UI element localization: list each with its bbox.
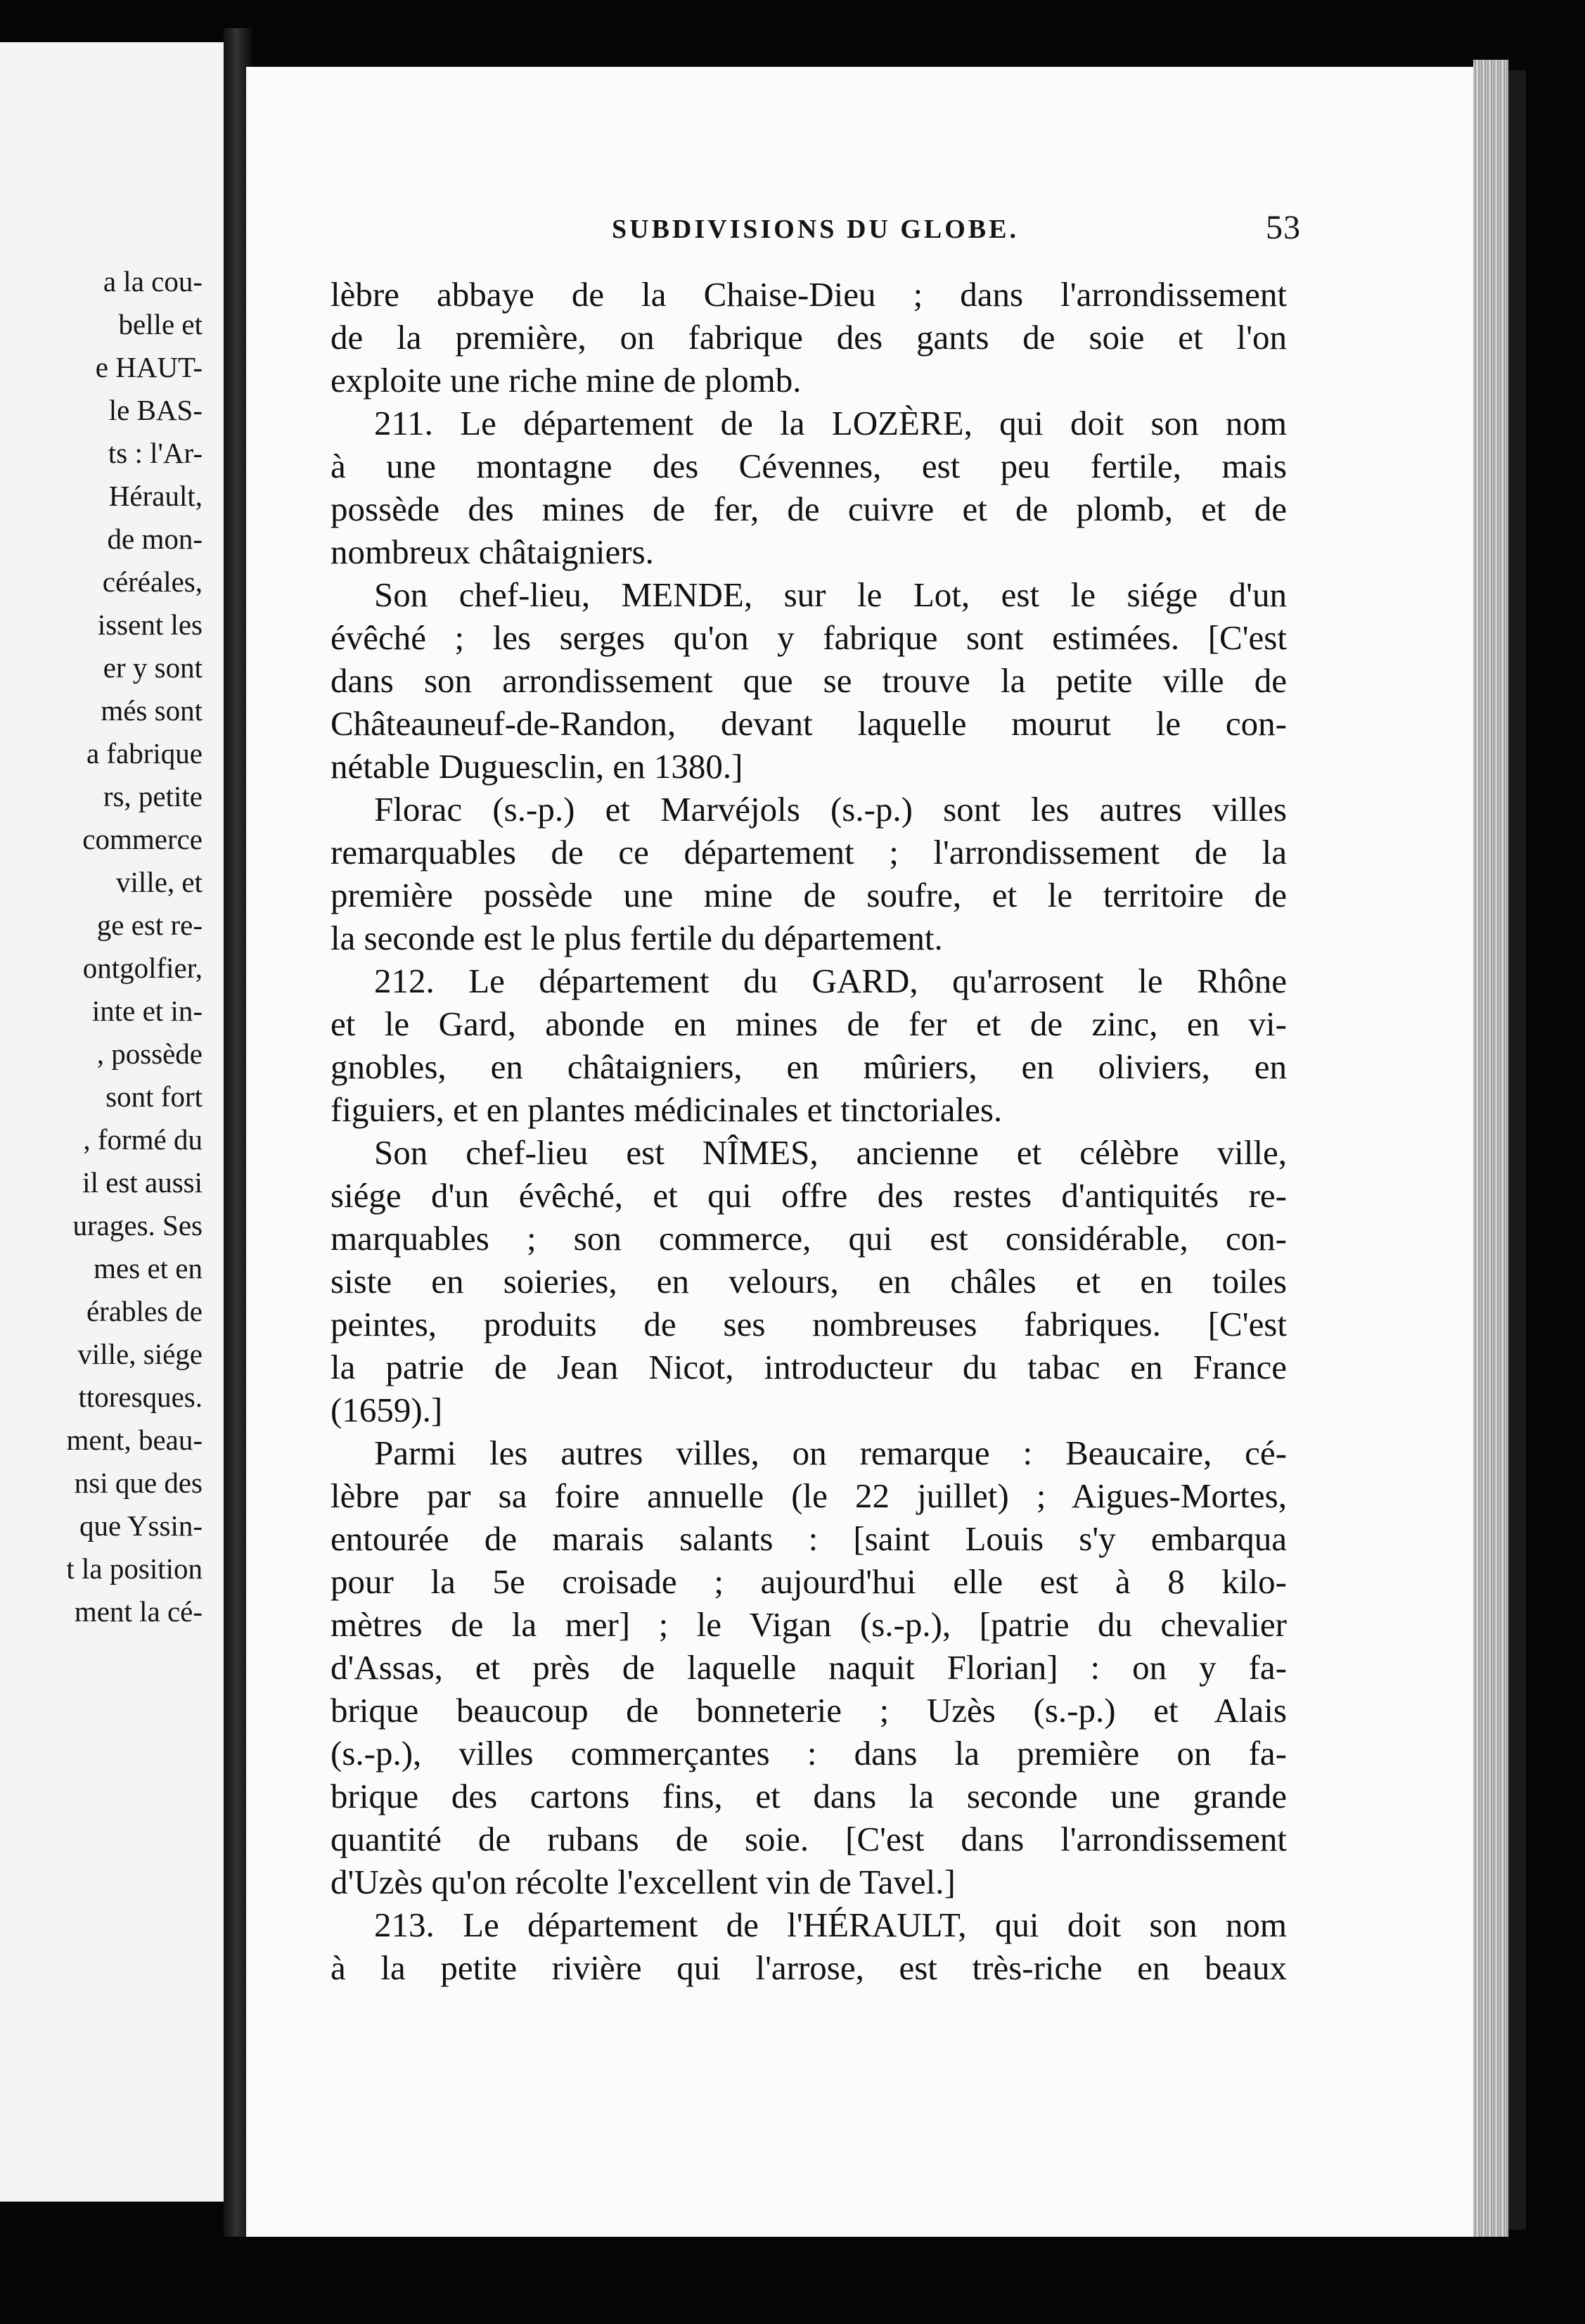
left-page-line: ts : l'Ar- [108, 437, 203, 469]
text-line: quantité de rubans de soie. [C'est dans l'arrondissement [331, 1820, 1287, 1858]
left-page-line: ment la cé- [74, 1595, 203, 1628]
text-line: figuiers, et en plantes médicinales et tinctoriales. [331, 1090, 1003, 1129]
left-page-text [0, 260, 203, 1633]
left-page-line: nsi que des [74, 1467, 203, 1499]
text-line: mètres de la mer] ; le Vigan (s.-p.), [patrie du chevalier [331, 1605, 1287, 1644]
text-line: 212. Le département du GARD, qu'arrosent le Rhône [374, 962, 1287, 1000]
left-page-line: ge est re- [96, 909, 203, 941]
text-line: remarquables de ce département ; l'arrondissement de la [331, 833, 1287, 872]
text-line: première possède une mine de soufre, et le territoire de [331, 876, 1287, 914]
left-page-line: belle et [118, 308, 203, 340]
left-page-line: Hérault, [108, 480, 203, 512]
text-line: (1659).] [331, 1391, 443, 1429]
page-edge-shadow [1508, 70, 1526, 2230]
left-page-line: que Yssin- [79, 1509, 203, 1542]
left-page-line: sont fort [105, 1080, 203, 1113]
text-line: exploite une riche mine de plomb. [331, 361, 802, 400]
text-line: et le Gard, abonde en mines de fer et de zinc, en vi- [331, 1004, 1287, 1043]
left-page-line: le BAS- [108, 394, 203, 426]
text-line: nombreux châtaigniers. [331, 532, 654, 571]
left-page-line: t la position [66, 1552, 203, 1585]
text-line: (s.-p.), villes commerçantes : dans la première on fa- [331, 1734, 1287, 1773]
left-page-line: céréales, [102, 566, 203, 598]
left-page-line: a la cou- [103, 265, 203, 298]
text-line: Son chef-lieu est NÎMES, ancienne et célèbre ville, [374, 1133, 1287, 1172]
left-page-line: mes et en [94, 1252, 203, 1284]
page-edges [1473, 60, 1508, 2237]
left-page-line: inte et in- [91, 995, 203, 1027]
text-line: 213. Le département de l'HÉRAULT, qui doit son nom [374, 1905, 1287, 1944]
text-line: nétable Duguesclin, en 1380.] [331, 747, 743, 786]
left-page-line: , formé du [83, 1123, 203, 1156]
text-line: la patrie de Jean Nicot, introducteur du tabac en France [331, 1348, 1287, 1386]
left-page-line: ttoresques. [78, 1381, 203, 1413]
page-number: 53 [1266, 209, 1301, 246]
left-page-line: més sont [101, 694, 203, 727]
left-page-line: rs, petite [103, 780, 203, 812]
text-line: à une montagne des Cévennes, est peu fertile, mais [331, 447, 1287, 485]
text-line: dans son arrondissement que se trouve la petite ville de [331, 661, 1287, 700]
left-page-line: e HAUT- [95, 351, 203, 383]
text-line: siste en soieries, en velours, en châles et en toiles [331, 1262, 1287, 1301]
left-page-line: ment, beau- [66, 1424, 203, 1456]
text-line: d'Uzès qu'on récolte l'excellent vin de Tavel.] [331, 1863, 956, 1901]
left-page-line: érables de [86, 1295, 203, 1327]
left-page-line: issent les [97, 608, 203, 641]
body-text [331, 273, 1287, 1989]
left-page-line: urages. Ses [72, 1209, 203, 1241]
text-line: la seconde est le plus fertile du département. [331, 919, 943, 957]
text-line: gnobles, en châtaigniers, en mûriers, en oliviers, en [331, 1047, 1287, 1086]
left-page-line: ontgolfier, [82, 952, 203, 984]
left-page-line: a fabrique [86, 737, 203, 770]
text-line: 211. Le département de la LOZÈRE, qui doit son nom [374, 404, 1287, 442]
left-page-line: ville, siége [77, 1338, 203, 1370]
left-page-line: ville, et [116, 866, 203, 898]
text-line: lèbre par sa foire annuelle (le 22 juillet) ; Aigues-Mortes, [331, 1476, 1287, 1515]
text-line: de la première, on fabrique des gants de soie et l'on [331, 318, 1287, 357]
text-line: évêché ; les serges qu'on y fabrique sont estimées. [C'est [331, 618, 1287, 657]
text-line: marquables ; son commerce, qui est considérable, con- [331, 1219, 1287, 1258]
text-line: pour la 5e croisade ; aujourd'hui elle est à 8 kilo- [331, 1562, 1287, 1601]
text-line: brique beaucoup de bonneterie ; Uzès (s.-p.) et Alais [331, 1691, 1287, 1730]
text-line: Son chef-lieu, MENDE, sur le Lot, est le siége d'un [374, 575, 1287, 614]
text-line: siége d'un évêché, et qui offre des restes d'antiquités re- [331, 1176, 1287, 1215]
running-head-title: SUBDIVISIONS DU GLOBE. [612, 215, 1019, 244]
text-line: d'Assas, et près de laquelle naquit Florian] : on y fa- [331, 1648, 1287, 1687]
text-line: Parmi les autres villes, on remarque : Beaucaire, cé- [374, 1434, 1287, 1472]
text-line: Florac (s.-p.) et Marvéjols (s.-p.) sont les autres villes [374, 790, 1287, 829]
text-line: Châteauneuf-de-Randon, devant laquelle mourut le con- [331, 704, 1287, 743]
text-line: à la petite rivière qui l'arrose, est très-riche en beaux [331, 1948, 1287, 1987]
text-line: lèbre abbaye de la Chaise-Dieu ; dans l'arrondissement [331, 275, 1287, 314]
left-page-line: de mon- [107, 523, 203, 555]
text-line: entourée de marais salants : [saint Louis s'y embarqua [331, 1519, 1287, 1558]
left-page-line: il est aussi [82, 1166, 203, 1199]
left-page-line: commerce [82, 823, 203, 855]
text-line: possède des mines de fer, de cuivre et de plomb, et de [331, 490, 1287, 528]
left-page-line: , possède [96, 1038, 203, 1070]
left-page-line: er y sont [103, 651, 203, 684]
running-head [591, 209, 1301, 253]
text-line: peintes, produits de ses nombreuses fabriques. [C'est [331, 1305, 1287, 1343]
text-line: brique des cartons fins, et dans la seconde une grande [331, 1777, 1287, 1815]
left-facing-page [0, 42, 228, 2202]
